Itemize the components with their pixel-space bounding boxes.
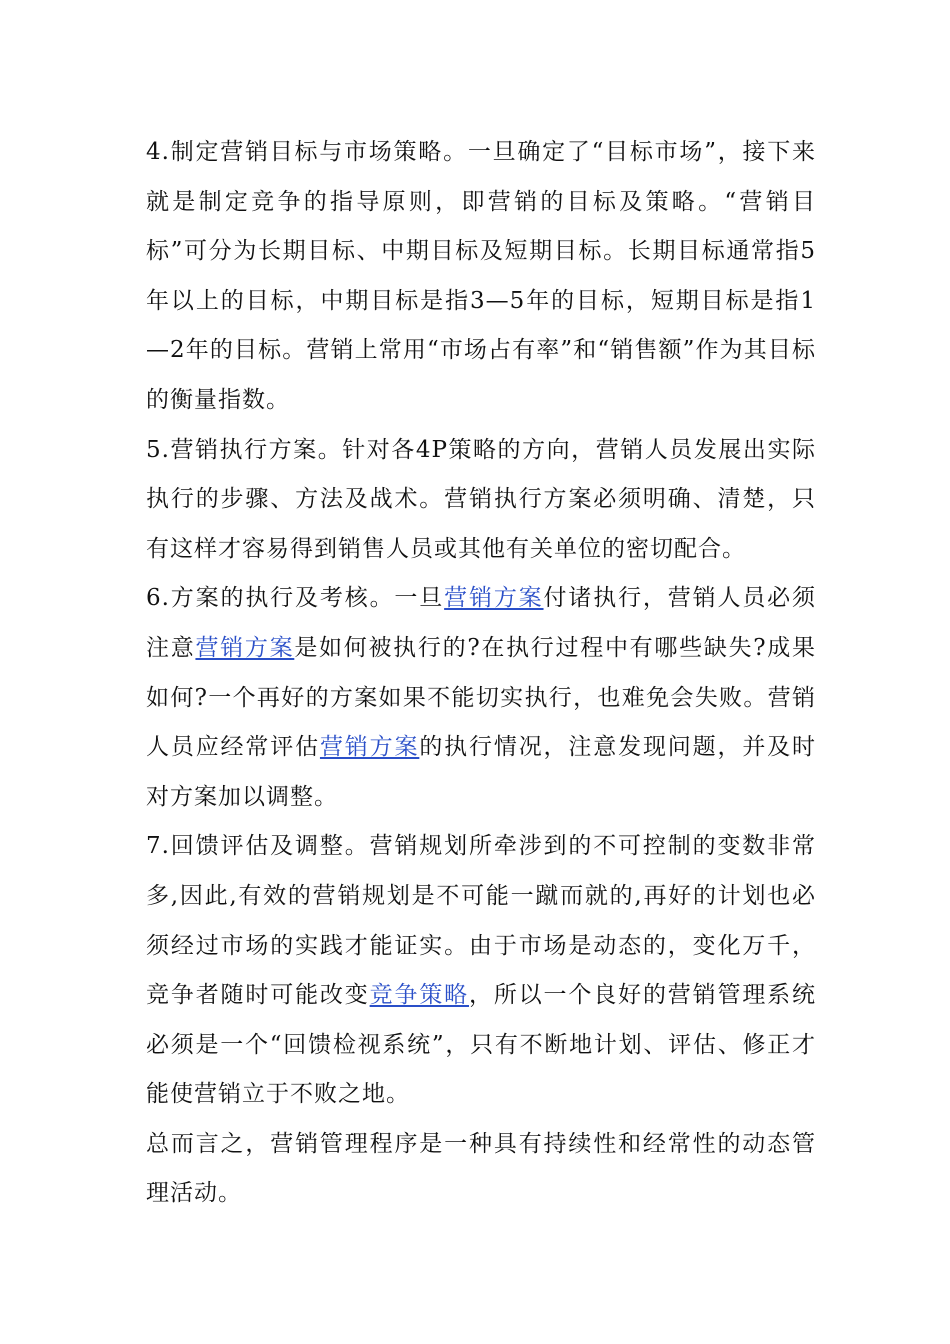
competitive-strategy-link[interactable]: 竞争策略 [369,982,470,1009]
marketing-plan-link[interactable]: 营销方案 [319,734,420,761]
paragraph-5-execution-plan [146,426,816,575]
paragraph-7-feedback-adjustment [146,822,816,1120]
paragraph-text: ，所以一个良好的营销管理系统必须是一个“回馈检视系统”，只有不断地计划、评估、修正才能使营销立于不败之地。 [146,982,817,1108]
paragraph-text: 4.制定营销目标与市场策略。一旦确定了“目标市场”，接下来就是制定竞争的指导原则，即营销的目标及策略。“营销目标”可分为长期目标、中期目标及短期目标。长期目标通常指5年以上的目标，中期目标是指3—5年的目标，短期目标是指1—2年的目标。营销上常用“市场占有率”和“销售额”作为其目标的衡量指数。 [146,139,816,413]
document-page [146,128,816,1219]
paragraph-text: 5.营销执行方案。针对各4P策略的方向，营销人员发展出实际执行的步骤、方法及战术。营销执行方案必须明确、清楚，只有这样才容易得到销售人员或其他有关单位的密切配合。 [146,436,816,562]
paragraph-text: 6.方案的执行及考核。一旦 [146,585,445,612]
marketing-plan-link[interactable]: 营销方案 [195,634,295,661]
paragraph-text: 的执行情况，注意发现问题，并及时对方案加以调整。 [146,734,817,810]
paragraph-text: 付诸执行，营销人员必须注意 [146,585,817,661]
paragraph-6-plan-assessment [146,574,816,822]
paragraph-text: 是如何被执行的?在执行过程中有哪些缺失?成果如何?一个再好的方案如果不能切实执行，也难免会失败。营销人员应经常评估 [146,634,817,761]
paragraph-text: 总而言之，营销管理程序是一种具有持续性和经常性的动态管理活动。 [146,1130,816,1207]
paragraph-4-marketing-goals [146,128,816,426]
paragraph-summary [146,1120,816,1219]
marketing-plan-link[interactable]: 营销方案 [444,585,544,612]
paragraph-text: 7.回馈评估及调整。营销规划所牵涉到的不可控制的变数非常多,因此,有效的营销规划是不可能一蹴而就的,再好的计划也必须经过市场的实践才能证实。由于市场是动态的，变化万千，竞争者随时可能改变 [146,833,816,1009]
